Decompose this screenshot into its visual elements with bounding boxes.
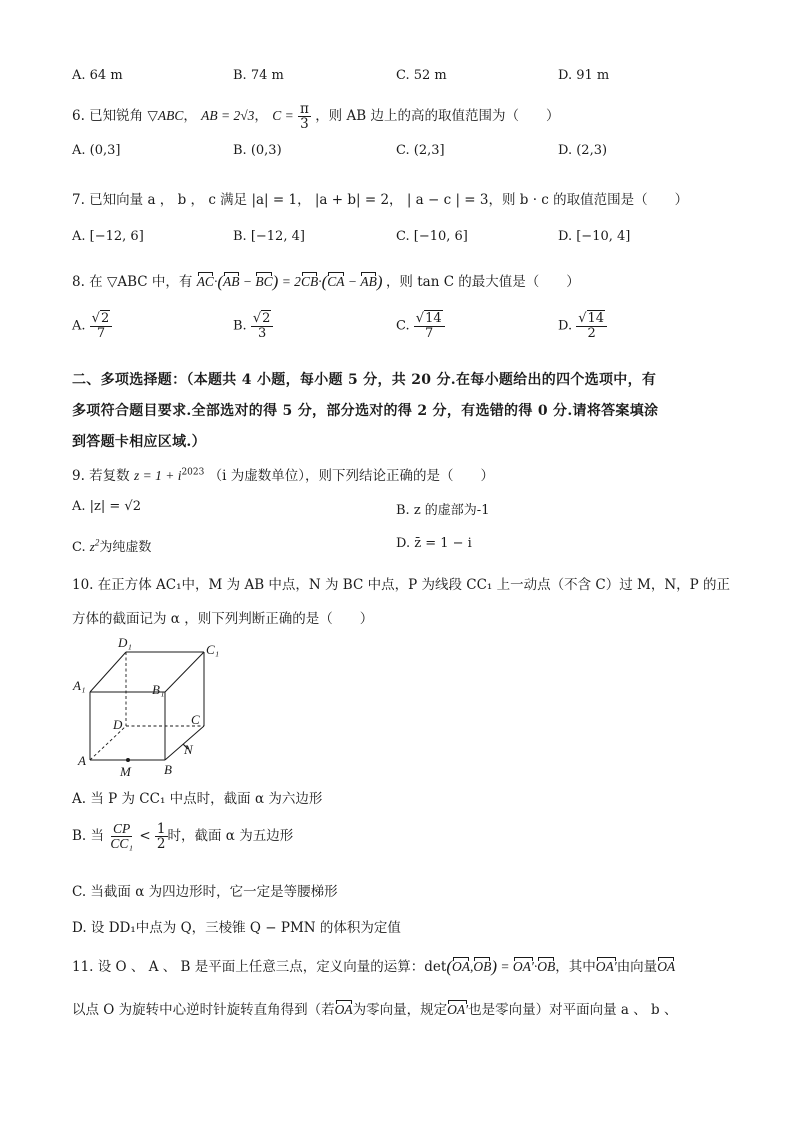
label-b1: B₁ <box>152 682 165 697</box>
q7-option-a: A. [−12, 6] <box>72 229 144 244</box>
label-n: N <box>184 742 193 757</box>
q6-triangle: ▽ABC <box>147 108 184 124</box>
q7-option-b: B. [−12, 4] <box>233 229 305 244</box>
q5-option-b: B. 74 m <box>233 68 284 83</box>
q6-option-d: D. (2,3) <box>558 143 608 158</box>
q10-option-b: B. 当 $\frac{CP}{\text{CC₁}}$ < $\frac{1}{2}$ 时，截面 α 为五边形 <box>72 821 294 853</box>
q8-suffix: ，则 tan C 的最大值是（ ） <box>385 274 580 290</box>
point-m <box>126 758 130 762</box>
label-a: A <box>78 753 86 768</box>
q7-option-d: D. [−10, 4] <box>558 229 631 244</box>
q6-angle-c: C = <box>272 108 294 124</box>
q7-option-c: C. [−10, 6] <box>396 229 468 244</box>
q6-option-c: C. (2,3] <box>396 143 445 158</box>
q5-option-d: D. 91 m <box>558 68 610 83</box>
q8-vector-equation: AC·(AB − BC) = 2CB·(CA − AB) <box>196 272 383 291</box>
q9-option-b: B. z 的虚部为-1 <box>396 503 490 518</box>
question-10-line-2: 方体的截面记为 α ，则下列判断正确的是（ ） <box>72 611 374 627</box>
label-d: D <box>113 717 123 732</box>
question-6: 6. 已知锐角 ▽ABC， AB = 2√3， C = $\frac{\pi}{3}$ ，则 AB 边上的高的取值范围为（ ） <box>72 101 560 133</box>
question-11-line-1: 11. 设 O 、 A 、 B 是平面上任意三点，定义向量的运算：det(OA,OB) = OA′·OB，其中OA′由向量OA <box>72 957 676 976</box>
label-b: B <box>164 762 172 777</box>
q8-option-a: A. $\frac{√2}{7}$ <box>72 312 112 340</box>
section-2-line-1: 二、多项选择题：（本题共 4 小题，每小题 5 分，共 20 分.在每小题给出的四个选项中，有 <box>72 372 657 388</box>
q6-pi-over-3: $\frac{\pi}{3}$ <box>300 101 309 133</box>
q8-prefix: 8. 在 ▽ABC 中，有 <box>72 274 193 290</box>
edge-a1-d1 <box>90 652 126 692</box>
q9-expression: z = 1 + i <box>133 468 182 483</box>
q10-option-d: D. 设 DD₁中点为 Q，三棱锥 Q − PMN 的体积为定值 <box>72 920 401 936</box>
edge-b1-c1 <box>165 652 204 692</box>
q9-option-d: D. z̄ = 1 − i <box>396 536 472 551</box>
q6-option-b: B. (0,3) <box>233 143 282 158</box>
q9-option-c: C. $z^2$为纯虚数 <box>72 537 152 555</box>
q6-suffix: ，则 AB 边上的高的取值范围为（ ） <box>315 108 560 125</box>
q6-option-a: A. (0,3] <box>72 143 121 158</box>
question-10-line-1: 10. 在正方体 AC₁中，M 为 AB 中点，N 为 BC 中点，P 为线段 CC₁ 上一动点（不含 C）过 M，N，P 的正 <box>72 577 731 593</box>
label-d1: D₁ <box>118 635 132 650</box>
section-2-line-3: 到答题卡相应区域.） <box>72 434 206 450</box>
label-a1: A₁ <box>73 678 86 693</box>
q5-option-c: C. 52 m <box>396 68 447 83</box>
q6-condition: AB = 2√3 <box>201 108 255 124</box>
q8-option-c: C. $\frac{√14}{7}$ <box>396 312 445 340</box>
label-c: C <box>191 712 200 727</box>
q5-option-a: A. 64 m <box>72 68 123 83</box>
question-9: 9. 若复数 $z = 1 + i^{2023}$ （i 为虚数单位），则下列结论正确的是（ ） <box>72 467 495 484</box>
q10-option-c: C. 当截面 α 为四边形时，它一定是等腰梯形 <box>72 884 338 900</box>
q8-option-b: B. $\frac{√2}{3}$ <box>233 312 273 340</box>
question-8 <box>72 270 580 292</box>
label-c1: C₁ <box>206 642 220 657</box>
question-7: 7. 已知向量 a ， b ， c 满足 |a| = 1， |a + b| = 2， | a − c | = 3，则 b · c 的取值范围是（ ） <box>72 192 689 208</box>
q10-option-a: A. 当 P 为 CC₁ 中点时，截面 α 为六边形 <box>72 791 323 807</box>
question-11-line-2: 以点 O 为旋转中心逆时针旋转直角得到（若OA为零向量，规定OA′也是零向量）对平面向量 a 、 b 、 <box>72 1002 678 1018</box>
q8-option-d: D. $\frac{√14}{2}$ <box>558 312 607 340</box>
label-m: M <box>120 764 131 779</box>
section-2-line-2: 多项符合题目要求.全部选对的得 5 分，部分选对的得 2 分，有选错的得 0 分.请将答案填涂 <box>72 403 659 419</box>
cube-diagram <box>70 632 230 780</box>
q6-prefix: 6. 已知锐角 <box>72 108 144 125</box>
q9-option-a: A. |z| = √2 <box>72 499 141 514</box>
